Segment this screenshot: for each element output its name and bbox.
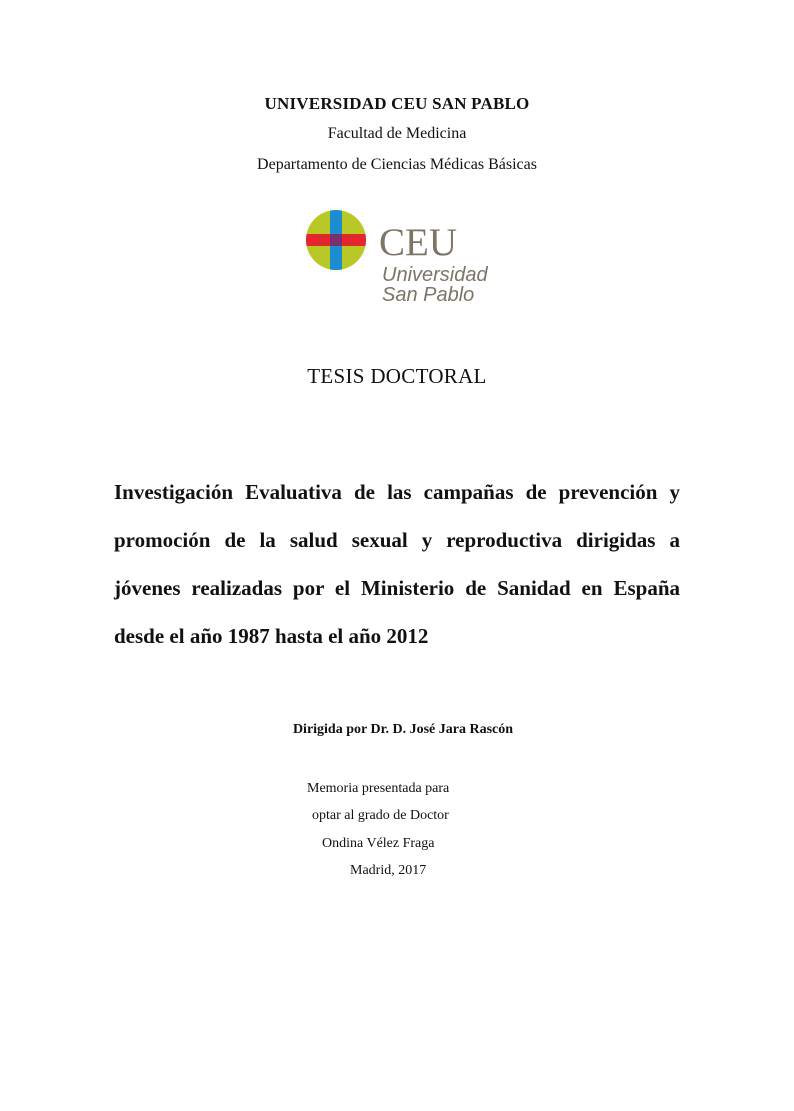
thesis-title: Investigación Evaluativa de las campañas de prevención y promoción de la salud sexual y reproductiva dirigidas a jóvenes realizadas por el Ministerio de Sanidad en España desde el año 1987 hasta el año 2012	[114, 480, 680, 648]
faculty-name: Facultad de Medicina	[327, 125, 467, 142]
place-date: Madrid, 2017	[350, 863, 427, 878]
logo-emblem-icon	[305, 208, 367, 272]
logo-wordmark: CEU	[379, 221, 457, 264]
department-name: Departamento de Ciencias Médicas Básicas	[257, 156, 537, 173]
memoria-line-2: optar al grado de Doctor	[312, 808, 449, 823]
university-name: UNIVERSIDAD CEU SAN PABLO	[264, 94, 530, 113]
memoria-line-1: Memoria presentada para	[307, 781, 450, 796]
author-name: Ondina Vélez Fraga	[322, 836, 435, 851]
thesis-type: TESIS DOCTORAL	[307, 364, 487, 388]
logo-san-pablo-text: San Pablo	[382, 284, 475, 304]
ceu-logo	[305, 208, 495, 304]
thesis-director: Dirigida por Dr. D. José Jara Rascón	[292, 722, 514, 737]
logo-university-text: Universidad	[382, 264, 488, 286]
